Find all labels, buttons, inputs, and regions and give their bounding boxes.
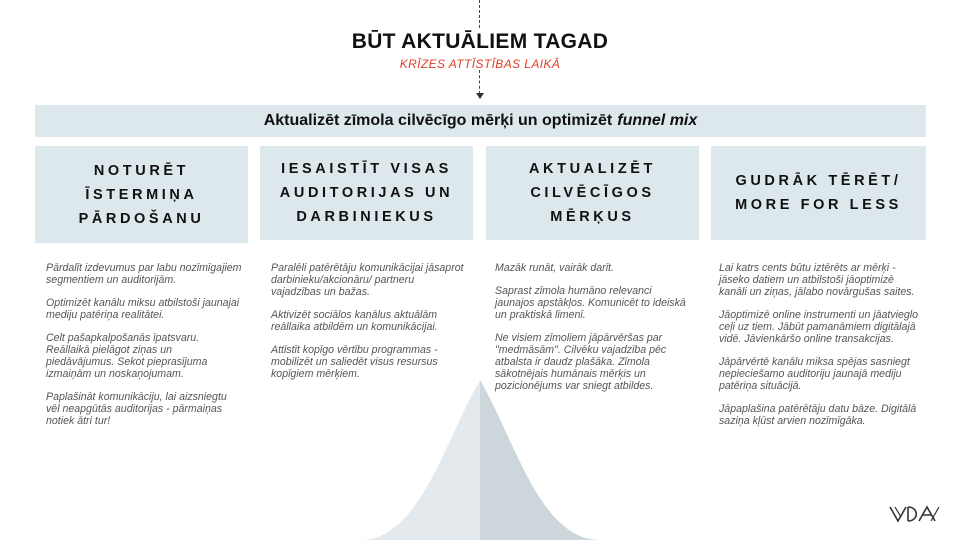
column-4-paragraph: Jāoptimizē online instrumenti un jāatvieglo ceļi uz tiem. Jābūt pamanāmiem digitālajā vidē. Jāvienkāršo online transakcijas. <box>719 309 919 345</box>
column-body-4 <box>719 262 924 438</box>
arrow-down-icon <box>476 93 484 99</box>
banner-emphasis: funnel mix <box>617 112 698 129</box>
column-4-paragraph: Jāpārvērtē kanālu miksa spējas sasniegt nepieciešamo auditoriju jaunajā mediju patēriņa situācijā. <box>719 356 910 392</box>
agency-logo-icon <box>889 505 941 523</box>
column-heading-3: AKTUALIZĒT CILVĒCĪGOS MĒRĶUS <box>486 146 699 240</box>
column-heading-1: NOTURĒT ĪSTERMIŅA PĀRDOŠANU <box>35 146 248 243</box>
column-4-paragraph: Jāpaplašina patērētāju datu bāze. Digitālā saziņa kļūst arvien nozīmīgāka. <box>719 403 917 427</box>
column-1-paragraph: Pārdalīt izdevumus par labu nozīmīgajiem segmentiem un auditorijām. <box>46 262 242 286</box>
column-3-paragraph: Saprast zīmola humāno relevanci jaunajos apstākļos. Komunicēt to ideiskā un praktiskā līmenī. <box>495 285 686 321</box>
headline-banner <box>35 105 926 137</box>
banner-text: Aktualizēt zīmola cilvēcīgo mērķi un optimizēt <box>263 112 613 129</box>
column-4-paragraph: Lai katrs cents būtu iztērēts ar mērķi - jāseko datiem un atbilstoši jāoptimizē kanāli un ziņas, jālabo novārgušas saites. <box>719 262 915 298</box>
page-subtitle: KRĪZES ATTĪSTĪBAS LAIKĀ <box>399 57 561 71</box>
column-heading-4: GUDRĀK TĒRĒT/ MORE FOR LESS <box>711 146 926 240</box>
column-3-paragraph: Mazāk runāt, vairāk darīt. <box>495 262 614 274</box>
column-1-paragraph: Celt pašapkalpošanās īpatsvaru. Reāllaikā pielāgot ziņas un piedāvājumus. Sekot pieprasījuma izmaiņām un noskaņojumam. <box>46 332 208 380</box>
column-1-paragraph: Optimizēt kanālu miksu atbilstoši jaunajai mediju patēriņa realitātei. <box>46 297 240 321</box>
column-body-1 <box>46 262 242 438</box>
column-body-2 <box>271 262 467 391</box>
column-body-3 <box>495 262 691 403</box>
top-connector-line <box>479 0 480 28</box>
column-1-paragraph: Paplašināt komunikāciju, lai aizsniegtu vēl neapgūtās auditorijas - pārmaiņas notiek ātri tur! <box>46 391 227 427</box>
column-2-paragraph: Attīstīt kopīgo vērtību programmas - mobilizēt un saliedēt visus resursus kopīgiem mērķiem. <box>271 344 438 380</box>
column-2-paragraph: Aktivizēt sociālos kanālus aktuālām reāllaika atbildēm un komunikācijai. <box>271 309 438 333</box>
column-heading-2: IESAISTĪT VISAS AUDITORIJAS UN DARBINIEKUS <box>260 146 473 240</box>
middle-connector-line <box>479 70 480 94</box>
column-3-paragraph: Ne visiem zīmoliem jāpārvēršas par "medmāsām". Cilvēku vajadzība pēc atbalsta ir daudz plašāka. Zīmola sākotnējais humānais mērķis un pozicionējums var sniegt atbildes. <box>495 332 667 392</box>
page-title: BŪT AKTUĀLIEM TAGAD <box>351 30 609 53</box>
column-2-paragraph: Paralēli patērētāju komunikācijai jāsaprot darbinieku/akcionāru/ partneru vajadzības un bažas. <box>271 262 464 298</box>
